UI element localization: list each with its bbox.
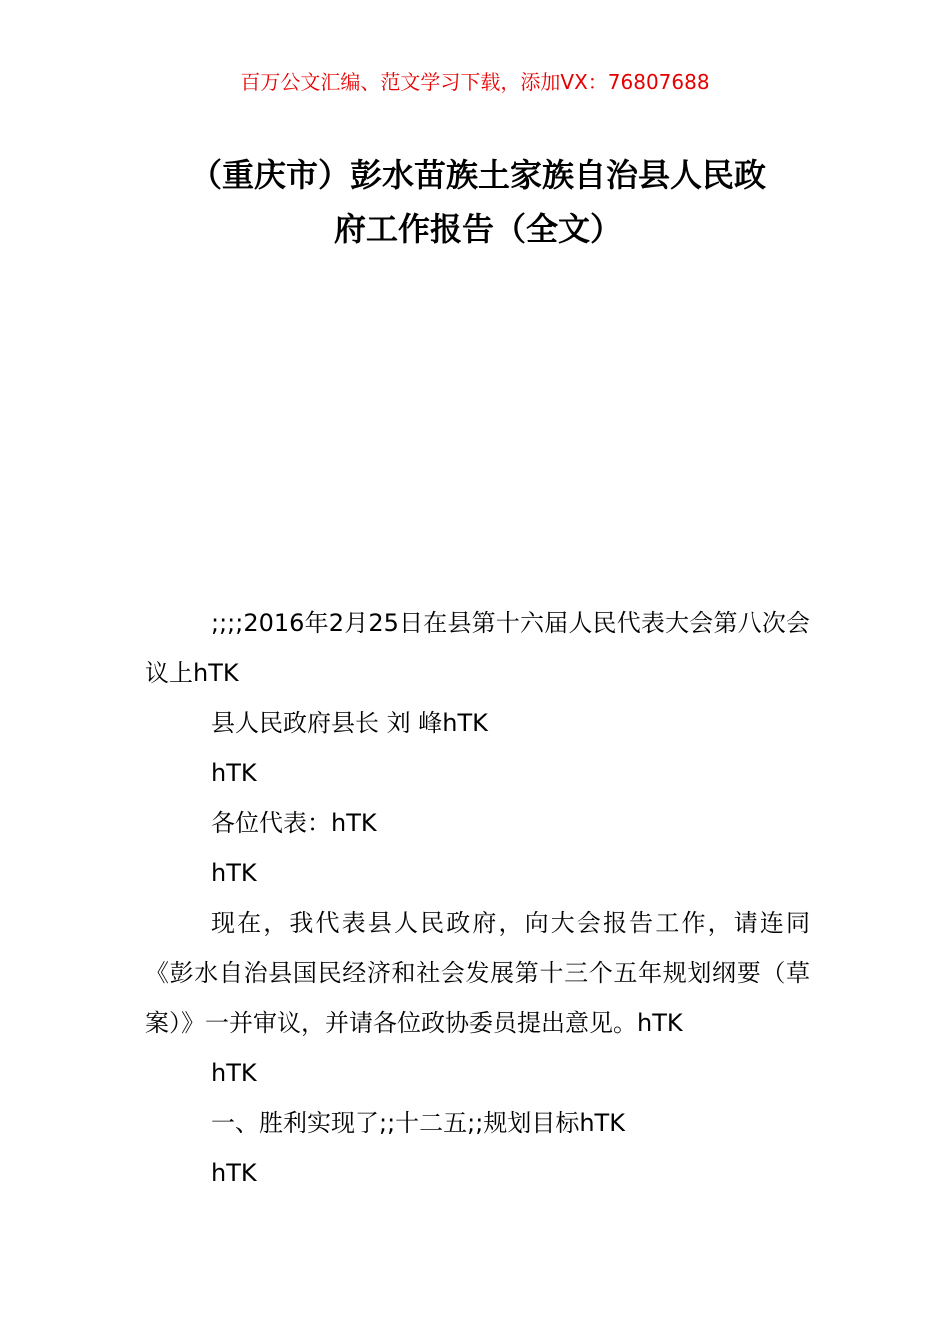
intro-paragraph: 现在，我代表县人民政府，向大会报告工作，请连同《彭水自治县国民经济和社会发展第十三个五年规划纲要（草案）》一并审议，并请各位政协委员提出意见。hTK	[145, 909, 810, 1037]
document-title	[148, 148, 808, 256]
blank-marker-paragraph: hTK	[211, 1059, 257, 1087]
blank-marker-paragraph: hTK	[211, 1159, 257, 1187]
section-heading-paragraph: 一、胜利实现了;;十二五;;规划目标hTK	[211, 1109, 625, 1137]
speaker-paragraph: 县人民政府县长 刘 峰hTK	[211, 709, 488, 737]
meeting-date-paragraph: ;;;;2016年2月25日在县第十六届人民代表大会第八次会议上hTK	[145, 609, 810, 687]
header-watermark-note: 百万公文汇编、范文学习下载，添加VX：76807688	[240, 70, 710, 94]
title-line-1: （重庆市）彭水苗族土家族自治县人民政	[189, 156, 766, 194]
blank-marker-paragraph: hTK	[211, 859, 257, 887]
document-body	[145, 598, 810, 1198]
salutation-paragraph: 各位代表：hTK	[211, 809, 377, 837]
blank-marker-paragraph: hTK	[211, 759, 257, 787]
title-line-2: 府工作报告（全文）	[333, 210, 622, 248]
